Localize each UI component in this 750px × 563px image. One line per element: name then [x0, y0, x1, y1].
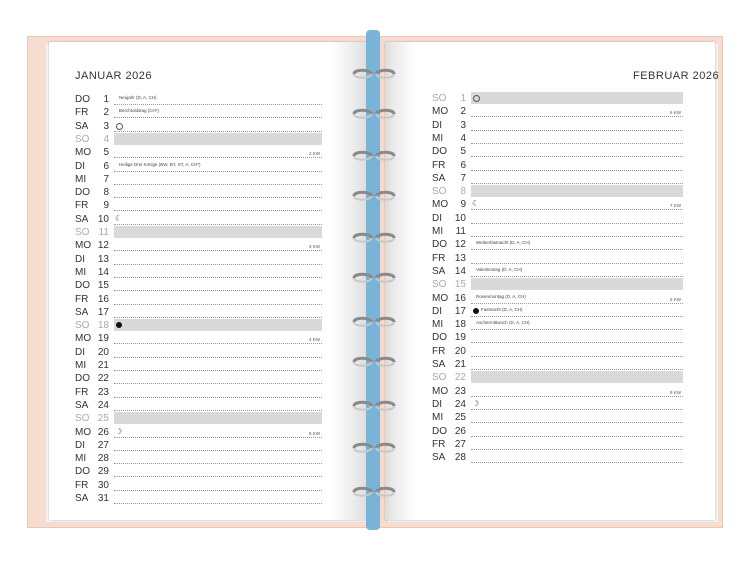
- weekday-label: DI: [75, 253, 85, 265]
- day-number: 15: [97, 280, 109, 292]
- day-row[interactable]: [75, 93, 322, 106]
- weekday-label: MI: [75, 266, 87, 278]
- writing-line: [471, 396, 683, 397]
- day-row[interactable]: [432, 119, 683, 132]
- writing-line: [114, 104, 322, 105]
- day-row[interactable]: [75, 399, 322, 412]
- day-number: 27: [454, 438, 466, 450]
- weekday-label: DO: [75, 94, 90, 105]
- day-row[interactable]: [432, 159, 683, 172]
- binding-ring: [350, 108, 398, 120]
- weekday-label: DI: [432, 398, 442, 410]
- day-row[interactable]: [432, 451, 683, 464]
- writing-line: [114, 410, 322, 411]
- day-row[interactable]: [75, 186, 322, 199]
- day-number: 20: [97, 346, 109, 358]
- day-number: 15: [454, 279, 466, 291]
- holiday-note: Fastnacht (D, A, CH): [481, 306, 523, 312]
- day-number: 17: [97, 306, 109, 318]
- day-row[interactable]: [75, 199, 322, 212]
- day-row[interactable]: [432, 252, 683, 265]
- weekday-label: MI: [432, 319, 444, 331]
- writing-line: [471, 369, 683, 370]
- binding-ring: [350, 150, 398, 162]
- weekday-label: SA: [75, 399, 89, 411]
- weekday-label: MO: [75, 426, 92, 438]
- week-number: 9 KW: [669, 389, 681, 395]
- writing-line: [471, 436, 683, 437]
- day-number: 30: [97, 479, 109, 491]
- weekday-label: MO: [75, 147, 92, 159]
- binding-ring: [350, 316, 398, 328]
- day-number: 22: [97, 373, 109, 385]
- sunday-bar: [471, 92, 683, 104]
- weekday-label: FR: [75, 293, 89, 305]
- day-number: 27: [97, 439, 109, 451]
- writing-line: [114, 383, 322, 384]
- weekday-label: FR: [75, 386, 89, 398]
- weekday-label: DI: [432, 119, 442, 131]
- day-number: 4: [460, 132, 466, 144]
- day-number: 25: [97, 413, 109, 425]
- day-number: 7: [460, 172, 466, 184]
- day-number: 24: [454, 398, 466, 410]
- day-number: 2: [103, 107, 109, 119]
- day-row[interactable]: [75, 465, 322, 478]
- weekday-label: FR: [432, 345, 446, 357]
- day-row[interactable]: [432, 145, 683, 158]
- quarter-moon-icon: ☾: [472, 199, 480, 209]
- writing-line: [114, 131, 322, 132]
- weekday-label: DO: [75, 187, 90, 199]
- day-row[interactable]: [432, 331, 683, 344]
- day-row[interactable]: [432, 345, 683, 358]
- day-row[interactable]: [75, 319, 322, 332]
- day-number: 12: [454, 239, 466, 251]
- weekday-label: MI: [75, 173, 87, 185]
- day-row[interactable]: [75, 253, 322, 266]
- day-row[interactable]: [432, 385, 683, 398]
- sunday-bar: [114, 412, 322, 424]
- weekday-label: FR: [75, 200, 89, 212]
- weekday-label: SA: [432, 452, 446, 464]
- day-row[interactable]: [432, 292, 683, 305]
- day-row[interactable]: [75, 120, 322, 133]
- day-number: 24: [97, 399, 109, 411]
- writing-line: [114, 317, 322, 318]
- day-number: 7: [103, 173, 109, 185]
- weekday-label: FR: [432, 438, 446, 450]
- writing-line: [471, 130, 683, 131]
- binding-ring: [350, 232, 398, 244]
- day-row[interactable]: [432, 438, 683, 451]
- day-number: 26: [97, 426, 109, 438]
- weekday-label: FR: [75, 479, 89, 491]
- day-number: 16: [454, 292, 466, 304]
- day-row[interactable]: [432, 172, 683, 185]
- day-number: 25: [454, 412, 466, 424]
- weekday-label: SA: [75, 306, 89, 318]
- quarter-moon-icon: ☽: [115, 426, 123, 436]
- day-row[interactable]: [432, 92, 683, 105]
- day-row[interactable]: [75, 293, 322, 306]
- day-number: 8: [103, 187, 109, 199]
- holiday-note: Weiberfastnacht (D, A, CH): [476, 240, 531, 246]
- day-row[interactable]: [75, 439, 322, 452]
- day-row[interactable]: [75, 133, 322, 146]
- day-number: 21: [97, 360, 109, 371]
- weekday-label: DI: [75, 346, 85, 358]
- day-number: 12: [97, 240, 109, 252]
- holiday-note: Aschermittwoch (D, A, CH): [476, 320, 530, 326]
- binding-ring: [350, 272, 398, 284]
- day-row[interactable]: [75, 226, 322, 239]
- writing-line: [471, 329, 683, 330]
- day-number: 23: [97, 386, 109, 398]
- writing-line: [114, 117, 322, 118]
- day-row[interactable]: [75, 479, 322, 492]
- writing-line: [471, 303, 683, 304]
- writing-line: [114, 437, 322, 438]
- weekday-label: SA: [75, 213, 89, 225]
- day-number: 14: [454, 265, 466, 277]
- day-number: 17: [454, 305, 466, 317]
- writing-line: [471, 409, 683, 410]
- day-row[interactable]: [75, 106, 322, 119]
- day-row[interactable]: [432, 305, 683, 318]
- writing-line: [114, 503, 322, 504]
- writing-line: [471, 263, 683, 264]
- weekday-label: SO: [432, 279, 447, 291]
- full-moon-icon: [473, 95, 480, 102]
- writing-line: [114, 264, 322, 265]
- day-number: 21: [454, 359, 466, 370]
- day-number: 5: [103, 147, 109, 159]
- day-number: 9: [103, 200, 109, 212]
- weekday-label: DO: [432, 146, 447, 158]
- writing-line: [471, 170, 683, 171]
- february-title: FEBRUAR 2026: [633, 70, 720, 82]
- day-number: 28: [97, 453, 109, 465]
- sunday-bar: [114, 133, 322, 145]
- writing-line: [471, 449, 683, 450]
- writing-line: [471, 356, 683, 357]
- writing-line: [471, 156, 683, 157]
- weekday-label: DI: [432, 305, 442, 317]
- writing-line: [114, 370, 322, 371]
- day-row[interactable]: [432, 105, 683, 118]
- day-row[interactable]: [432, 238, 683, 251]
- writing-line: [114, 397, 322, 398]
- writing-line: [471, 462, 683, 463]
- writing-line: [471, 342, 683, 343]
- day-row[interactable]: [75, 146, 322, 159]
- writing-line: [114, 450, 322, 451]
- day-number: 13: [454, 252, 466, 264]
- day-row[interactable]: [432, 185, 683, 198]
- weekday-label: MO: [432, 385, 449, 397]
- day-row[interactable]: [432, 225, 683, 238]
- day-row[interactable]: [75, 332, 322, 345]
- weekday-label: DI: [75, 160, 85, 172]
- binding-ring: [350, 400, 398, 412]
- day-number: 26: [454, 425, 466, 437]
- day-row[interactable]: [75, 346, 322, 359]
- day-number: 14: [97, 266, 109, 278]
- day-number: 2: [460, 106, 466, 118]
- binding-ring: [350, 486, 398, 498]
- day-number: 11: [455, 226, 466, 237]
- day-number: 10: [454, 212, 466, 224]
- writing-line: [114, 290, 322, 291]
- day-number: 10: [97, 213, 109, 225]
- day-row[interactable]: [75, 266, 322, 279]
- holiday-note: Neujahr (D, A, CH): [119, 95, 157, 100]
- day-number: 3: [460, 119, 466, 131]
- day-row[interactable]: [75, 306, 322, 319]
- writing-line: [114, 250, 322, 251]
- weekday-label: MI: [75, 453, 87, 465]
- sunday-bar: [114, 319, 322, 331]
- day-row[interactable]: [75, 426, 322, 439]
- day-row[interactable]: [75, 412, 322, 425]
- day-number: 20: [454, 345, 466, 357]
- day-row[interactable]: [75, 492, 322, 505]
- week-number: 3 KW: [308, 244, 320, 250]
- weekday-label: SO: [432, 93, 447, 104]
- weekday-label: SO: [75, 320, 90, 332]
- weekday-label: MI: [432, 132, 444, 144]
- day-number: 19: [454, 332, 466, 344]
- quarter-moon-icon: ☽: [472, 398, 480, 408]
- day-number: 8: [460, 186, 466, 198]
- writing-line: [471, 276, 683, 277]
- writing-line: [471, 143, 683, 144]
- weekday-label: MI: [432, 412, 444, 424]
- weekday-label: DO: [432, 425, 447, 437]
- day-number: 9: [460, 199, 466, 211]
- weekday-label: SO: [432, 372, 447, 384]
- day-number: 3: [103, 120, 109, 132]
- weekday-label: SO: [75, 413, 90, 425]
- writing-line: [114, 171, 322, 172]
- writing-line: [114, 490, 322, 491]
- sunday-bar: [471, 371, 683, 383]
- day-number: 29: [97, 466, 109, 478]
- weekday-label: SO: [75, 227, 90, 238]
- binding-ring: [350, 68, 398, 80]
- day-row[interactable]: [432, 425, 683, 438]
- writing-line: [471, 249, 683, 250]
- holiday-note: Berchtoldstag (CH*): [119, 108, 160, 114]
- day-row[interactable]: [432, 398, 683, 411]
- day-number: 28: [454, 452, 466, 464]
- writing-line: [114, 357, 322, 358]
- writing-line: [471, 116, 683, 117]
- writing-line: [471, 183, 683, 184]
- day-row[interactable]: [432, 278, 683, 291]
- day-number: 11: [98, 227, 109, 238]
- day-row[interactable]: [75, 359, 322, 372]
- day-row[interactable]: [75, 239, 322, 252]
- weekday-label: DO: [432, 239, 447, 251]
- day-number: 16: [97, 293, 109, 305]
- day-number: 6: [460, 159, 466, 171]
- day-row[interactable]: [75, 213, 322, 226]
- weekday-label: FR: [75, 107, 89, 119]
- day-number: 4: [103, 133, 109, 145]
- day-number: 1: [460, 93, 466, 104]
- week-number: 4 KW: [308, 337, 320, 343]
- binding-ring: [350, 190, 398, 202]
- writing-line: [114, 197, 322, 198]
- holiday-note: Rosenmontag (D, A, CH): [476, 293, 526, 299]
- weekday-label: MO: [432, 199, 449, 211]
- writing-line: [471, 223, 683, 224]
- day-number: 31: [97, 493, 109, 504]
- writing-line: [114, 210, 322, 211]
- weekday-label: DO: [75, 466, 90, 478]
- weekday-label: DI: [432, 212, 442, 224]
- quarter-moon-icon: ☾: [115, 213, 123, 223]
- weekday-label: SO: [432, 186, 447, 198]
- week-number: 5 KW: [308, 430, 320, 436]
- weekday-label: DO: [75, 373, 90, 385]
- day-number: 1: [103, 94, 109, 105]
- week-number: 7 KW: [669, 203, 681, 209]
- writing-line: [114, 277, 322, 278]
- weekday-label: DO: [75, 280, 90, 292]
- binding-ring: [350, 356, 398, 368]
- weekday-label: MO: [75, 333, 92, 345]
- weekday-label: DI: [75, 439, 85, 451]
- day-row[interactable]: [432, 212, 683, 225]
- day-number: 6: [103, 160, 109, 172]
- weekday-label: FR: [432, 159, 446, 171]
- writing-line: [471, 316, 683, 317]
- weekday-label: SA: [75, 493, 89, 504]
- week-number: 2 KW: [308, 151, 320, 157]
- weekday-label: FR: [432, 252, 446, 264]
- day-number: 19: [97, 333, 109, 345]
- sunday-bar: [471, 278, 683, 290]
- weekday-label: SA: [75, 120, 89, 132]
- week-number: 8 KW: [669, 296, 681, 302]
- new-moon-icon: [473, 308, 479, 314]
- january-title: JANUAR 2026: [75, 70, 153, 82]
- day-row[interactable]: [75, 160, 322, 173]
- day-row[interactable]: [75, 452, 322, 465]
- weekday-label: MO: [432, 106, 449, 118]
- weekday-label: MO: [75, 240, 92, 252]
- writing-line: [114, 157, 322, 158]
- weekday-label: MI: [75, 360, 87, 371]
- full-moon-icon: [116, 123, 123, 130]
- writing-line: [471, 236, 683, 237]
- writing-line: [471, 209, 683, 210]
- writing-line: [114, 184, 322, 185]
- writing-line: [471, 422, 683, 423]
- day-row[interactable]: [432, 371, 683, 384]
- writing-line: [114, 343, 322, 344]
- day-row[interactable]: [75, 173, 322, 186]
- week-number: 6 KW: [669, 110, 681, 116]
- day-row[interactable]: [432, 198, 683, 211]
- holiday-note: Heilige Drei Könige (BW, BY, ST, A, CH*): [119, 161, 201, 167]
- binding-ring: [350, 442, 398, 454]
- weekday-label: SA: [432, 265, 446, 277]
- holiday-note: Valentinstag (D, A, CH): [476, 266, 523, 272]
- weekday-label: DO: [432, 332, 447, 344]
- writing-line: [114, 463, 322, 464]
- day-number: 5: [460, 146, 466, 158]
- day-number: 23: [454, 385, 466, 397]
- weekday-label: SA: [432, 359, 446, 370]
- day-row[interactable]: [432, 265, 683, 278]
- sunday-bar: [114, 226, 322, 238]
- day-row[interactable]: [432, 132, 683, 145]
- writing-line: [114, 224, 322, 225]
- weekday-label: MO: [432, 292, 449, 304]
- day-number: 13: [97, 253, 109, 265]
- writing-line: [114, 476, 322, 477]
- day-row[interactable]: [75, 386, 322, 399]
- day-row[interactable]: [432, 318, 683, 331]
- weekday-label: MI: [432, 226, 444, 237]
- weekday-label: SO: [75, 133, 90, 145]
- day-row[interactable]: [432, 411, 683, 424]
- day-row[interactable]: [75, 372, 322, 385]
- day-number: 18: [97, 320, 109, 332]
- day-number: 18: [454, 319, 466, 331]
- sunday-bar: [471, 185, 683, 197]
- weekday-label: SA: [432, 172, 446, 184]
- writing-line: [114, 304, 322, 305]
- day-row[interactable]: [75, 279, 322, 292]
- day-row[interactable]: [432, 358, 683, 371]
- day-number: 22: [454, 372, 466, 384]
